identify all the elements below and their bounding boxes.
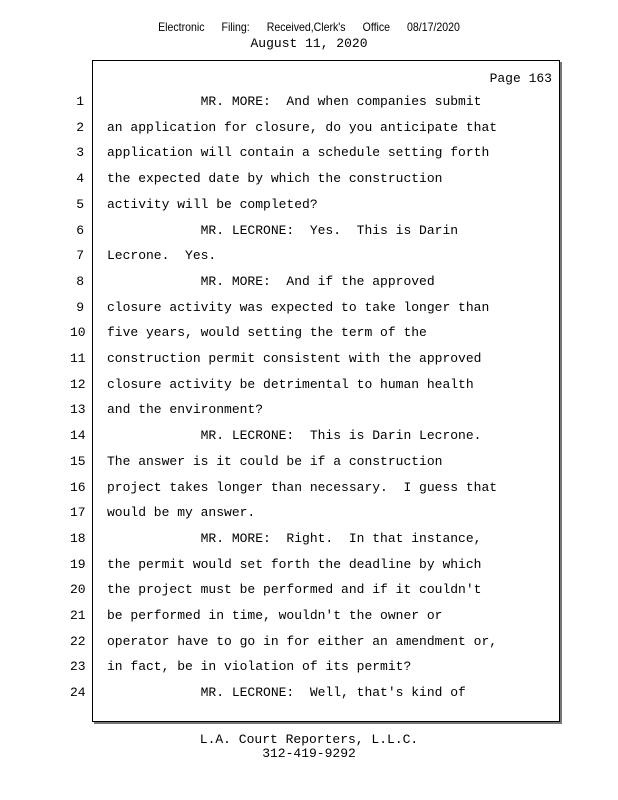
line-number: 9	[76, 299, 84, 315]
filing-word-4: Office	[362, 20, 391, 34]
line-number: 22	[70, 633, 86, 649]
line-number: 3	[76, 145, 84, 161]
transcript-line	[0, 454, 560, 474]
transcript-line	[0, 608, 560, 628]
line-text: operator have to go in for either an amendment or,	[107, 633, 498, 649]
transcript-line	[0, 480, 560, 500]
line-text: activity will be completed?	[107, 196, 318, 212]
line-text: an application for closure, do you anticipate that	[107, 119, 498, 135]
filing-date: 08/17/2020	[407, 20, 460, 34]
footer	[0, 733, 618, 761]
transcript-line	[0, 300, 560, 320]
line-text: application will contain a schedule setting forth	[107, 145, 490, 161]
transcript-line	[0, 223, 560, 243]
transcript-date: August 11, 2020	[250, 36, 368, 51]
line-number: 10	[70, 325, 86, 341]
transcript-line	[0, 634, 560, 654]
transcript-line	[0, 659, 560, 679]
line-number: 2	[76, 119, 84, 135]
line-text: MR. LECRONE: Yes. This is Darin	[107, 222, 459, 238]
line-text: the expected date by which the construction	[107, 171, 443, 187]
filing-word-2: Filing:	[221, 20, 250, 34]
transcript-line	[0, 120, 560, 140]
line-number: 1	[76, 94, 84, 109]
line-text: the permit would set forth the deadline by which	[107, 556, 482, 572]
transcript-line	[0, 685, 560, 705]
transcript-line	[0, 582, 560, 602]
filing-stamp	[37, 20, 581, 34]
transcript-line	[0, 145, 560, 165]
court-reporter-name: L.A. Court Reporters, L.L.C.	[199, 732, 419, 747]
line-number: 4	[76, 171, 84, 187]
line-number: 13	[70, 402, 86, 418]
line-text: five years, would setting the term of the	[107, 325, 427, 341]
transcript-line	[0, 171, 560, 191]
page-number: Page 163	[489, 71, 552, 86]
line-number: 17	[70, 505, 86, 521]
line-text: and the environment?	[107, 402, 264, 418]
line-text: would be my answer.	[107, 505, 256, 521]
court-reporter-phone: 312-419-9292	[262, 746, 356, 761]
line-number: 12	[70, 376, 86, 392]
line-number: 7	[76, 248, 84, 264]
transcript-line	[0, 325, 560, 345]
transcript-line	[0, 377, 560, 397]
transcript-line	[0, 274, 560, 294]
line-text: closure activity be detrimental to human health	[107, 376, 474, 392]
filing-word-3: Received,Clerk's	[266, 20, 346, 34]
line-text: the project must be performed and if it couldn't	[107, 582, 482, 598]
transcript-line	[0, 531, 560, 551]
line-number: 19	[70, 556, 86, 572]
line-number: 18	[70, 530, 86, 546]
line-text: MR. MORE: And if the approved	[107, 273, 435, 289]
line-text: The answer is it could be if a construction	[107, 453, 443, 469]
line-text: MR. LECRONE: This is Darin Lecrone.	[107, 428, 482, 444]
line-number: 24	[70, 685, 86, 701]
line-number: 8	[76, 273, 84, 289]
transcript-line	[0, 351, 560, 371]
line-number: 6	[76, 222, 84, 238]
line-number: 15	[70, 453, 86, 469]
line-number: 21	[70, 608, 86, 623]
line-number: 14	[70, 428, 86, 444]
line-text: Lecrone. Yes.	[107, 248, 217, 264]
line-number: 16	[70, 479, 86, 495]
line-number: 5	[76, 196, 84, 212]
line-text: be performed in time, wouldn't the owner or	[107, 608, 443, 623]
line-text: construction permit consistent with the approved	[107, 351, 482, 366]
transcript-line	[0, 197, 560, 217]
line-number: 11	[70, 351, 86, 366]
line-text: MR. MORE: Right. In that instance,	[107, 530, 482, 546]
transcript-line	[0, 94, 560, 114]
line-text: MR. MORE: And when companies submit	[107, 94, 482, 109]
line-text: MR. LECRONE: Well, that's kind of	[107, 685, 466, 701]
filing-word-1: Electronic	[158, 20, 205, 34]
transcript-line	[0, 248, 560, 268]
line-number: 20	[70, 582, 86, 598]
line-text: in fact, be in violation of its permit?	[107, 659, 412, 675]
line-number: 23	[70, 659, 86, 675]
line-text: project takes longer than necessary. I guess that	[107, 479, 498, 495]
transcript-line	[0, 402, 560, 422]
transcript-line	[0, 557, 560, 577]
transcript-line	[0, 505, 560, 525]
line-text: closure activity was expected to take longer than	[107, 299, 490, 315]
transcript-line	[0, 428, 560, 448]
